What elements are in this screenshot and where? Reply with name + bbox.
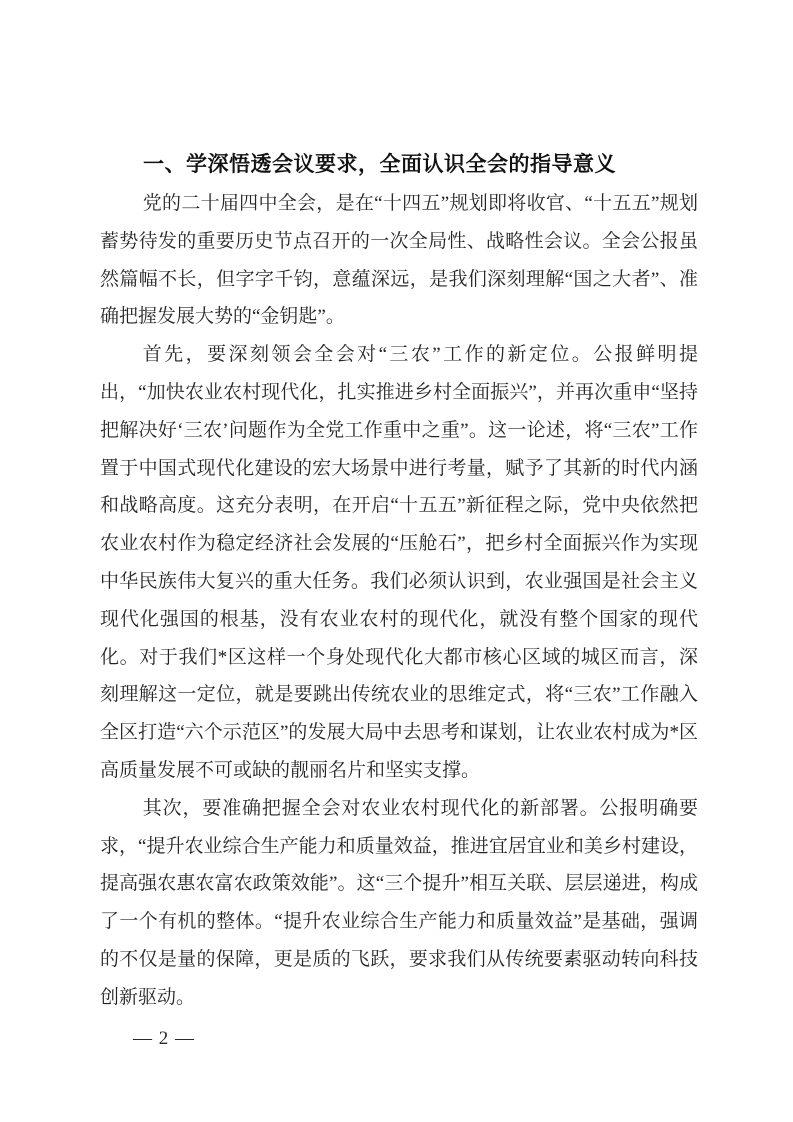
page-number: — 2 — (133, 1028, 195, 1049)
paragraph-2: 首先，要深刻领会全会对“三农”工作的新定位。公报鲜明提出，“加快农业农村现代化，扎实推进乡村全面振兴”，并再次重申“坚持把解决好‘三农’问题作为全党工作重中之重”。这一论述，将“三农”工作置于中国式现代化建设的宏大场景中进行考量，赋予了其新的时代内涵和战略高度。这充分表明，在开启“十五五”新征程之际，党中央依然把农业农村作为稳定经济社会发展的“压舱石”，把乡村全面振兴作为实现中华民族伟大复兴的重大任务。我们必须认识到，农业强国是社会主义现代化强国的根基，没有农业农村的现代化，就没有整个国家的现代化。对于我们*区这样一个身处现代化大都市核心区域的城区而言，深刻理解这一定位，就是要跳出传统农业的思维定式，将“三农”工作融入全区打造“六个示范区”的发展大局中去思考和谋划，让农业农村成为*区高质量发展不可或缺的靓丽名片和坚实支撑。 (100, 344, 698, 781)
paragraph-1: 党的二十届四中全会，是在“十四五”规划即将收官、“十五五”规划蓄势待发的重要历史节点召开的一次全局性、战略性会议。全会公报虽然篇幅不长，但字字千钧，意蕴深远，是我们深刻理解“国之大者”、准确把握发展大势的“金钥匙”。 (100, 193, 698, 328)
section-heading: 一、学深悟透会议要求，全面认识全会的指导意义 (143, 153, 617, 176)
paragraph-3: 其次，要准确把握全会对农业农村现代化的新部署。公报明确要求，“提升农业综合生产能力和质量效益，推进宜居宜业和美乡村建设，提高强农惠农富农政策效能”。这“三个提升”相互关联、层层递进，构成了一个有机的整体。“提升农业综合生产能力和质量效益”是基础，强调的不仅是量的保障，更是质的飞跃，要求我们从传统要素驱动转向科技创新驱动。 (100, 797, 698, 1008)
document-content (100, 145, 698, 1017)
